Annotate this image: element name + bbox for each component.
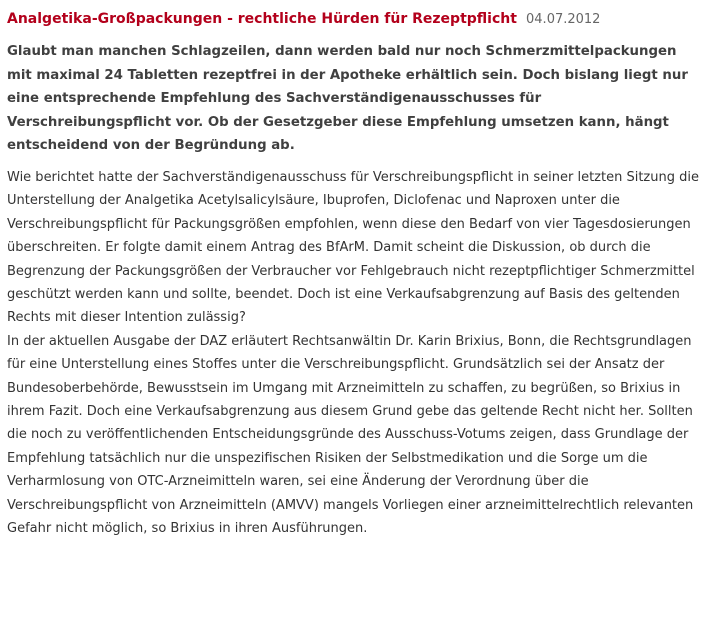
article-paragraph-2: In der aktuellen Ausgabe der DAZ erläutert Rechtsanwältin Dr. Karin Brixius, Bonn, die Rechtsgrundlagen für eine Unterstellung eines Stoffes unter die Verschreibungspflicht. Grundsätzlich sei der Ansatz der Bundesoberbehörde, Bewusstsein im Umgang mit Arzneimitteln zu schaffen, zu begrüßen, so Brixius in ihrem Fazit. Doch eine Verkaufsabgrenzung aus diesem Grund gebe das geltende Recht nicht her. Sollten die noch zu veröffentlichenden Entscheidungsgründe des Ausschuss-Votums zeigen, dass Grundlage der Empfehlung tatsächlich nur die unspezifischen Risiken der Selbstmedikation und die Sorge um die Verharmlosung von OTC-Arzneimitteln waren, sei eine Änderung der Verordnung über die Verschreibungspflicht von Arzneimitteln (AMVV) mangels Vorliegen einer arzneimittelrechtlich relevanten Gefahr nicht möglich, so Brixius in ihren Ausführungen. [7, 333, 694, 537]
article-title: Analgetika-Großpackungen - rechtliche Hürden für Rezeptpflicht [7, 11, 517, 27]
article-date: 04.07.2012 [526, 12, 601, 27]
article-paragraph-1: Wie berichtet hatte der Sachverständigenausschuss für Verschreibungspflicht in seiner letzten Sitzung die Unterstellung der Analgetika Acetylsalicylsäure, Ibuprofen, Diclofenac und Naproxen unter die Verschreibungspflicht für Packungsgrößen empfohlen, wenn diese den Bedarf von vier Tagesdosierungen überschreiten. Er folgte damit einem Antrag des BfArM. Damit scheint die Diskussion, ob durch die Begrenzung der Packungsgrößen der Verbraucher vor Fehlgebrauch nicht rezeptpflichtiger Schmerzmittel geschützt werden kann und sollte, beendet. Doch ist eine Verkaufsabgrenzung auf Basis des geltenden Rechts mit dieser Intention zulässig? [7, 169, 699, 326]
article-header [7, 6, 701, 32]
article-lead: Glaubt man manchen Schlagzeilen, dann werden bald nur noch Schmerzmittelpackungen mit maximal 24 Tabletten rezeptfrei in der Apotheke erhältlich sein. Doch bislang liegt nur eine entsprechende Empfehlung des Sachverständigenausschusses für Verschreibungspflicht vor. Ob der Gesetzgeber diese Empfehlung umsetzen kann, hängt entscheidend von der Begründung ab. [7, 44, 688, 154]
